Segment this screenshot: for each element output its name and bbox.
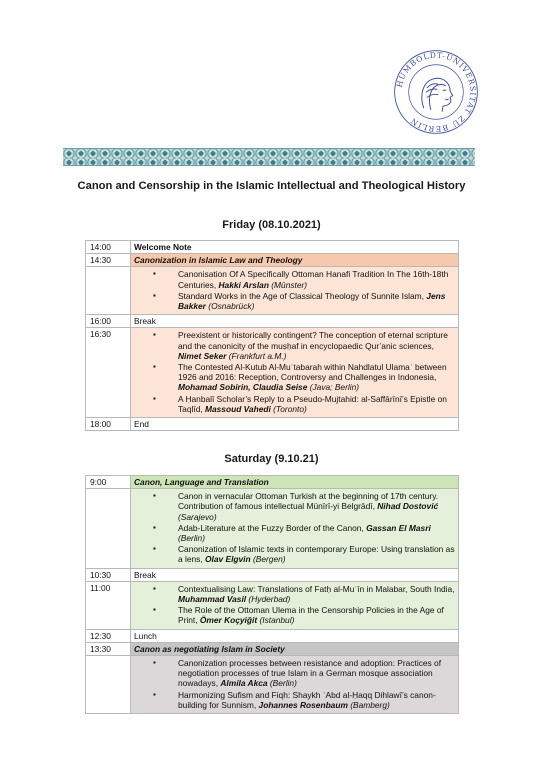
speaker-name: Nimet Seker [178,350,227,361]
end-label: End [131,418,459,431]
talk-list-cell [131,267,459,315]
speaker-affiliation: (Sarajevo) [178,511,217,522]
speaker-name: Nihad Dostović [377,501,439,512]
decorative-ornament-band [63,148,475,166]
session-title: Canon as negotiating Islam in Society [131,642,459,655]
table-row [86,418,459,431]
time-cell: 18:00 [86,418,131,431]
talk-list-cell [131,328,459,418]
lunch-label: Lunch [131,629,459,642]
talk-item: ▪ Contextualising Law: Translations of Fatḥ al-Muʿīn in Malabar, South India, Muhammad Vasil (Hyderbad) [134,584,455,604]
day-heading-friday: Friday (08.10.2021) [222,219,321,231]
speaker-affiliation: (Münster) [268,279,308,290]
table-row [86,568,459,581]
time-cell: 12:30 [86,629,131,642]
speaker-name: Gassan El Masri [366,522,431,533]
talk-list [134,329,455,416]
time-cell: 9:00 [86,476,131,489]
schedule-table-friday [85,240,459,431]
talk-item: ▪ The Role of the Ottoman Ulema in the Censorship Policies in the Age of Print, Ömer Koçyiğit (Istanbul) [134,605,455,625]
speaker-affiliation: (Berlin) [178,533,205,544]
table-row [86,489,459,568]
speaker-name: Jens Bakker [178,290,446,312]
talk-item: ▪ Preexistent or historically contingent? The conception of eternal scripture and the canonicity of the muṣḥaf in encyclopaedic Qur’anic sciences, Nimet Seker (Frankfurt a.M.) [134,330,455,361]
talk-list [134,657,455,712]
time-cell [86,656,131,714]
table-row [86,581,459,629]
talk-item: ▪ Canonization processes between resistance and adoption: Practices of negotiation processes of true Islam in a German mosque association nowadays, Almila Akca (Berlin) [134,658,455,689]
speaker-name: Almila Akca [220,678,268,689]
university-seal-logo [392,48,480,136]
time-cell: 16:00 [86,315,131,328]
speaker-affiliation: (Bamberg) [347,699,390,710]
schedule-table-saturday [85,475,459,714]
table-row [86,642,459,655]
time-cell: 11:00 [86,581,131,629]
seal-ring-text: HUMBOLDT-UNIVERSITÄT ZU BERLIN [394,50,478,134]
table-row [86,629,459,642]
table-row [86,241,459,254]
document-title: Canon and Censorship in the Islamic Intellectual and Theological History [77,180,466,192]
speaker-name: Muhammad Vasil [178,594,247,605]
speaker-name: Ömer Koçyiğit [199,615,258,626]
talk-item: ▪ Standard Works in the Age of Classical Theology of Sunnite Islam, Jens Bakker (Osnabrück) [134,291,455,311]
speaker-name: Olav Elgvin [205,554,251,565]
break-label: Break [131,568,459,581]
speaker-affiliation: (Frankfurt a.M.) [226,350,287,361]
talk-item: ▪ Canonization of Islamic texts in contemporary Europe: Using translation as a lens, Olav Elgvin (Bergen) [134,544,455,564]
speaker-name: Johannes Rosenbaum [258,699,348,710]
speaker-affiliation: (Java; Berlin) [307,382,360,393]
time-cell: 10:30 [86,568,131,581]
talk-list-cell [131,656,459,714]
talk-item: ▪ Adab-Literature at the Fuzzy Border of the Canon, Gassan El Masri (Berlin) [134,523,455,543]
talk-list-cell [131,489,459,568]
talk-item: ▪ Canon in vernacular Ottoman Turkish at the beginning of 17th century. Contribution of famous intellectual Münīrī-yi Belgrādī, Nihad Dostović (Sarajevo) [134,491,455,522]
time-cell: 14:00 [86,241,131,254]
svg-text:HUMBOLDT-UNIVERSITÄT ZU BERLIN [395,51,477,134]
speaker-affiliation: (Hyderbad) [246,594,291,605]
time-cell [86,489,131,568]
day-heading-saturday: Saturday (9.10.21) [224,453,319,465]
talk-item: ▪ The Contested Al-Kutub Al-Muʿtabarah within Nahdlatul Ulamaʾ between 1926 and 2016: Reception, Controversy and Challenges in Indonesia, Mohamad Sobirin, Claudia Seise (Java; Berlin) [134,362,455,393]
table-row [86,315,459,328]
time-cell: 13:30 [86,642,131,655]
speaker-affiliation: (Toronto) [270,403,307,414]
welcome-note: Welcome Note [131,241,459,254]
talk-item: ▪ A Ḥanbalī Scholar’s Reply to a Pseudo-Mujtahid: al-Saffārīnī’s Epistle on Taqlīd, Massoud Vahedi (Toronto) [134,394,455,414]
time-cell: 14:30 [86,254,131,267]
speaker-affiliation: (Bergen) [250,554,286,565]
table-row [86,476,459,489]
talk-list-cell [131,581,459,629]
break-label: Break [131,315,459,328]
talk-item: ▪ Harmonizing Sufism and Fiqh: Shaykh ʿAbd al-Ḥaqq Dihlawī’s canon-building for Sunnism, Johannes Rosenbaum (Bamberg) [134,690,455,710]
speaker-affiliation: (Osnabrück) [205,301,255,312]
speaker-affiliation: (Berlin) [267,678,297,689]
table-row [86,328,459,418]
talk-list [134,583,455,628]
talk-item: ▪ Canonisation Of A Specifically Ottoman Hanafi Tradition In The 16th-18th Centuries, Hakki Arslan (Münster) [134,269,455,289]
speaker-affiliation: (Istanbul) [257,615,295,626]
table-row [86,254,459,267]
table-row [86,267,459,315]
session-title: Canonization in Islamic Law and Theology [131,254,459,267]
speaker-name: Massoud Vahedi [205,403,271,414]
speaker-name: Mohamad Sobirin, Claudia Seise [178,382,308,393]
talk-list [134,268,455,313]
time-cell [86,267,131,315]
session-title: Canon, Language and Translation [131,476,459,489]
speaker-name: Hakki Arslan [218,279,269,290]
table-row [86,656,459,714]
time-cell: 16:30 [86,328,131,418]
talk-list [134,490,455,566]
